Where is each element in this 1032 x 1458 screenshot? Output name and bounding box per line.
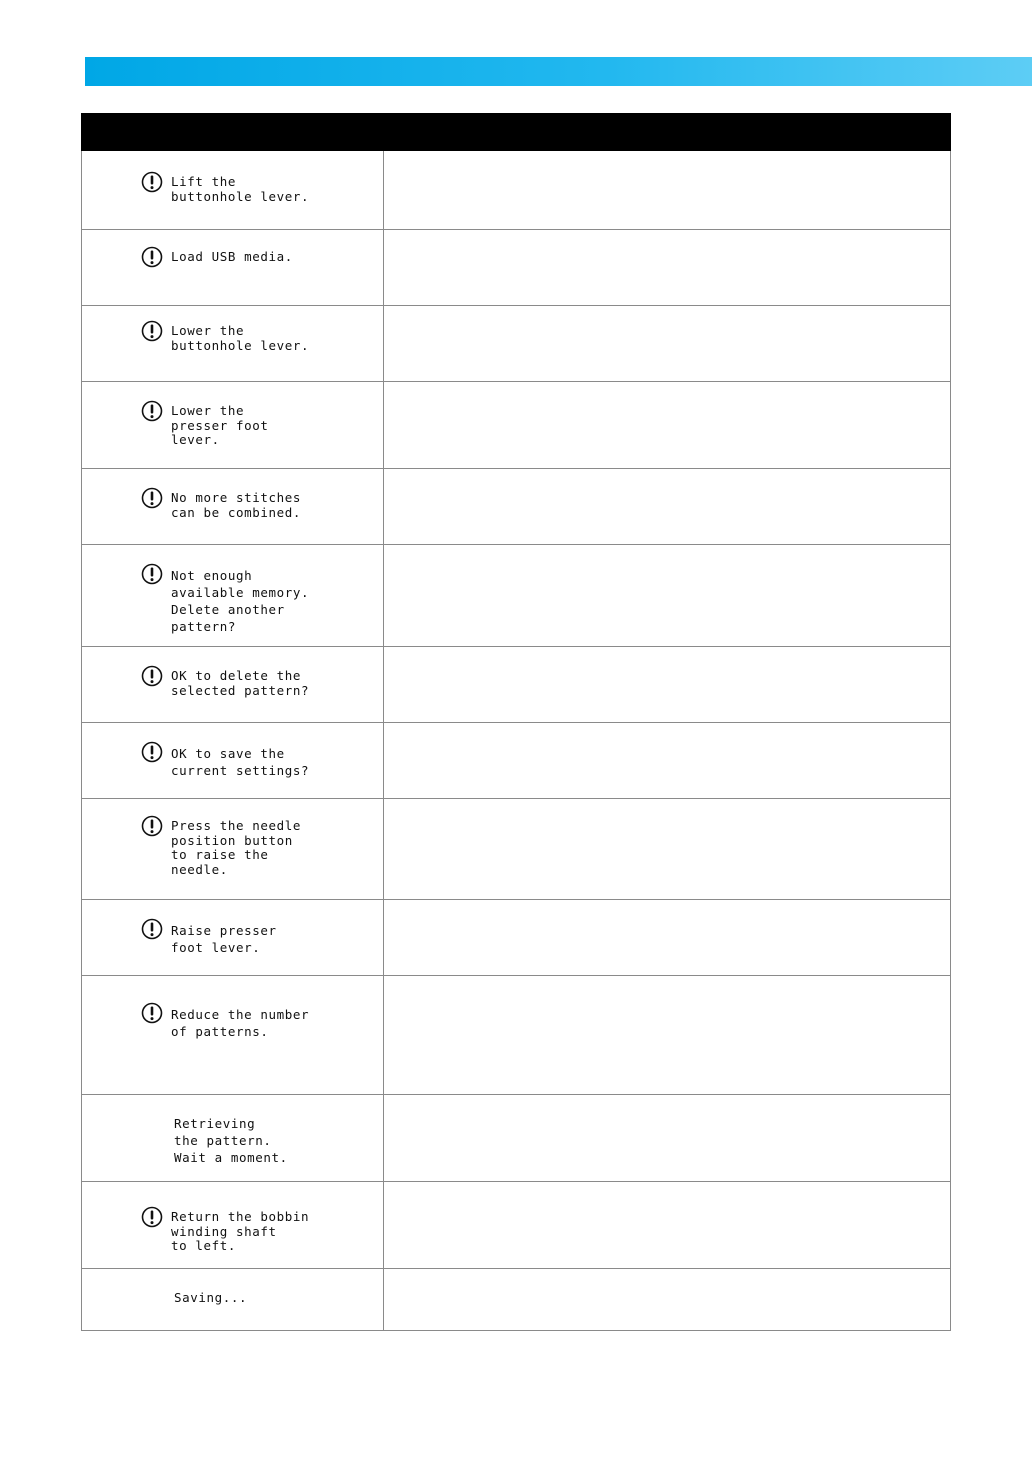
message-line: Reduce the number [171, 1007, 310, 1022]
table-row [82, 1182, 951, 1269]
header-message-column [82, 114, 384, 151]
table-row [82, 306, 951, 382]
message-display [141, 400, 269, 448]
warning-icon [141, 563, 163, 585]
message-line: the pattern. [174, 1133, 272, 1148]
header-cause-column [384, 114, 951, 151]
table-row [82, 382, 951, 469]
message-cell [82, 723, 384, 799]
message-display [141, 246, 293, 268]
message-line: winding shaft [171, 1223, 277, 1239]
message-line: foot lever. [171, 940, 261, 955]
cause-cell [384, 1182, 951, 1269]
cause-cell [384, 647, 951, 723]
message-line: Retrieving [174, 1116, 256, 1131]
cause-cell [384, 900, 951, 976]
message-line: of patterns. [171, 1024, 269, 1039]
table-row [82, 230, 951, 306]
message-text [171, 669, 309, 698]
message-line: lever. [171, 432, 220, 447]
message-display [141, 665, 309, 698]
message-cell [82, 469, 384, 545]
warning-icon [141, 171, 163, 193]
warning-icon [141, 741, 163, 763]
table-row [82, 647, 951, 723]
message-line: pattern? [171, 619, 237, 634]
table-row [82, 976, 951, 1095]
message-line: available memory. [171, 585, 310, 600]
cause-cell [384, 151, 951, 230]
message-line: Load USB media. [171, 249, 293, 264]
message-text [171, 250, 293, 265]
warning-icon [141, 246, 163, 268]
cause-cell [384, 230, 951, 306]
message-display [141, 487, 301, 520]
message-line: Press the needle [171, 818, 302, 833]
message-text [171, 567, 309, 635]
warning-icon [141, 815, 163, 837]
message-line: Saving... [174, 1290, 248, 1305]
message-line: can be combined. [171, 504, 302, 520]
message-text [171, 1210, 309, 1254]
message-line: Wait a moment. [174, 1150, 288, 1165]
error-message-table [81, 113, 951, 1331]
message-text [171, 324, 309, 353]
message-cell [82, 230, 384, 306]
message-text [171, 491, 301, 520]
message-cell [82, 900, 384, 976]
message-cell [82, 545, 384, 647]
message-display [141, 1002, 309, 1040]
message-line: Lower the [171, 323, 245, 338]
message-cell [82, 306, 384, 382]
message-text [171, 922, 277, 956]
message-display [174, 1287, 247, 1306]
cause-cell [384, 799, 951, 900]
message-cell [82, 1095, 384, 1182]
message-text [171, 404, 269, 448]
cause-cell [384, 306, 951, 382]
warning-icon [141, 665, 163, 687]
message-display [141, 815, 301, 877]
message-cell [82, 976, 384, 1095]
message-line: buttonhole lever. [171, 188, 310, 204]
table-row [82, 151, 951, 230]
message-line: needle. [171, 861, 228, 877]
warning-icon [141, 320, 163, 342]
message-line: Raise presser [171, 923, 277, 938]
message-display [141, 320, 309, 353]
message-cell [82, 647, 384, 723]
message-line: OK to save the [171, 746, 285, 761]
table-row [82, 469, 951, 545]
message-cell [82, 799, 384, 900]
message-line: Delete another [171, 602, 285, 617]
message-text [171, 175, 309, 204]
warning-icon [141, 400, 163, 422]
table-header-row [82, 114, 951, 151]
message-text [171, 1006, 309, 1040]
message-display [141, 1206, 309, 1254]
message-line: Lift the [171, 174, 237, 189]
warning-icon [141, 1002, 163, 1024]
message-display [141, 171, 309, 204]
message-text [174, 1291, 247, 1306]
table-row [82, 723, 951, 799]
message-text [174, 1115, 288, 1166]
message-line: OK to delete the [171, 668, 302, 683]
table-row [82, 799, 951, 900]
message-cell [82, 1182, 384, 1269]
message-line: position button [171, 832, 293, 848]
table-row [82, 1269, 951, 1331]
warning-icon [141, 487, 163, 509]
message-line: current settings? [171, 763, 310, 778]
message-text [171, 745, 309, 779]
cause-cell [384, 469, 951, 545]
top-banner [85, 57, 1032, 86]
cause-cell [384, 545, 951, 647]
message-display [141, 918, 277, 956]
warning-icon [141, 1206, 163, 1228]
message-display [141, 563, 309, 635]
message-line: Not enough [171, 568, 253, 583]
message-cell [82, 1269, 384, 1331]
cause-cell [384, 723, 951, 799]
message-text [171, 819, 301, 877]
table-row [82, 545, 951, 647]
message-cell [82, 151, 384, 230]
message-line: Return the bobbin [171, 1209, 310, 1224]
cause-cell [384, 1095, 951, 1182]
message-line: to raise the [171, 847, 269, 862]
table-row [82, 900, 951, 976]
message-display [174, 1111, 288, 1166]
message-line: to left. [171, 1238, 237, 1253]
message-line: No more stitches [171, 490, 302, 505]
message-line: selected pattern? [171, 682, 310, 698]
cause-cell [384, 382, 951, 469]
message-line: Lower the [171, 403, 245, 418]
message-display [141, 741, 309, 779]
cause-cell [384, 1269, 951, 1331]
cause-cell [384, 976, 951, 1095]
table-row [82, 1095, 951, 1182]
message-line: presser foot [171, 417, 269, 433]
message-line: buttonhole lever. [171, 337, 310, 353]
message-cell [82, 382, 384, 469]
warning-icon [141, 918, 163, 940]
